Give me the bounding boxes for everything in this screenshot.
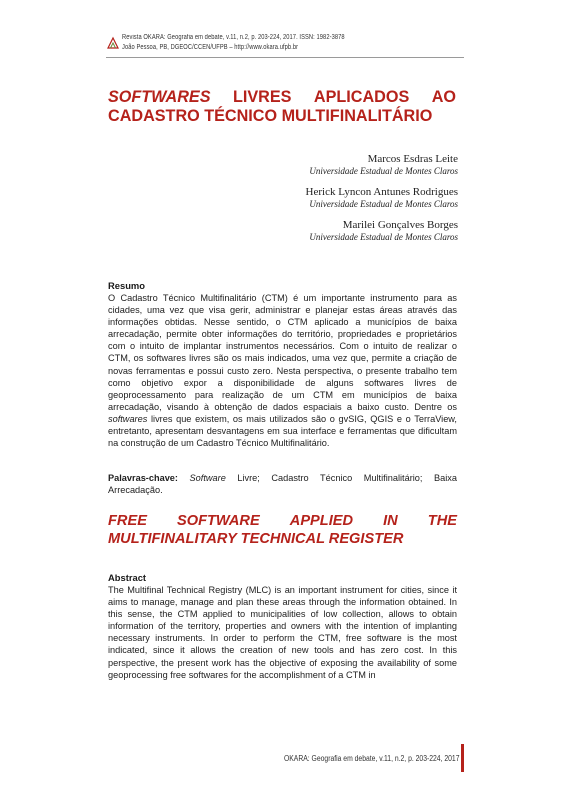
resumo-section (108, 280, 457, 449)
author-institution: Universidade Estadual de Montes Claros (309, 166, 458, 176)
title-en-word: APPLIED (289, 513, 354, 529)
author-list (306, 153, 458, 252)
journal-logo-icon (106, 36, 120, 50)
title-en-word: IN (383, 513, 398, 529)
abstract-text: The Multifinal Technical Registry (MLC) is an important instrument for cities, since it aims to manage, manage and plan these areas through the information obtained. In this sense, the CTM applied to municipalities of low collection, allows to obtain information of the territory, properties and owners with the intention of implanting necessary instruments. In order to perform the CTM, free software is the most indicated, since it allows the creation of new tools and has zero cost. In this perspective, the present work has the objective of exposing the availability of some geoprocessing free softwares for the accomplishment of a CTM in (108, 585, 457, 680)
title-word: SOFTWARES (108, 88, 211, 106)
page-footer: OKARA: Geografia em debate, v.11, n.2, p. 203-224, 2017 (283, 754, 459, 763)
title-en-word: THE (427, 513, 457, 529)
title-en-line-2: MULTIFINALITARY TECHNICAL REGISTER (108, 531, 404, 547)
author-institution: Universidade Estadual de Montes Claros (309, 199, 458, 209)
header-line-2: João Pessoa, PB, DGEOC/CCEN/UFPB – http://www.okara.ufpb.br (122, 44, 299, 51)
title-en-word: SOFTWARE (177, 513, 260, 529)
title-word: APLICADOS (313, 88, 410, 106)
author-name: Marilei Gonçalves Borges (342, 219, 458, 231)
resumo-text-italic: softwares (108, 413, 148, 424)
header-line-1: Revista OKARA: Geografia em debate, v.11, n.2, p. 203-224, 2017. ISSN: 1982-3878 (122, 34, 345, 41)
abstract-heading: Abstract (108, 572, 147, 583)
keywords (108, 472, 457, 496)
resumo-text-a: O Cadastro Técnico Multifinalitário (CTM) é um importante instrumento para as cidades, uma vez que visa gerir, administrar e planejar estas áreas através das informações obtidas. Nesse sentido, o CTM aplicado a municípios de baixa arrecadação, permite obter informações do território, propriedades e proprietários com o intuito de implantar instrumentos necessários. Com o intuito de realizar o CTM, os softwares livres são os mais indicados, uma vez que, permite a criação de novas ferramentas e possui custo zero. Nesta perspectiva, o presente trabalho tem como objetivo expor a disponibilidade de alguns softwares livres de geoprocessamento para realização de um CTM em municípios de baixa arrecadação, visando à obtenção de dados espaciais a baixo custo. Dentre os (108, 293, 457, 412)
title-en-word: FREE (108, 513, 147, 529)
title-word: AO (431, 88, 456, 106)
title-line-2: CADASTRO TÉCNICO MULTIFINALITÁRIO (108, 107, 433, 125)
author-name: Marcos Esdras Leite (367, 153, 458, 165)
author-institution: Universidade Estadual de Montes Claros (309, 232, 458, 242)
journal-header (122, 33, 345, 53)
keywords-rest: Livre; Cadastro Técnico Multifinalitário; Baixa Arrecadação. (108, 473, 457, 496)
resumo-heading: Resumo (108, 280, 145, 291)
title-word: LIVRES (232, 88, 292, 106)
author-block (306, 153, 458, 177)
resumo-text-b: livres que existem, os mais utilizados são o gvSIG, QGIS e o TerraView, entretanto, apresentam desvantagens em sua interface e ferramentas que dificultam na construção de um Cadastro Técnico Multifinalitário. (108, 413, 457, 449)
keywords-label: Palavras-chave: (108, 473, 178, 483)
header-divider (106, 57, 464, 58)
article-title-en (108, 512, 457, 548)
author-name: Herick Lyncon Antunes Rodrigues (305, 186, 458, 198)
author-block (306, 186, 458, 210)
keywords-italic: Software (189, 473, 226, 483)
resumo-text (108, 292, 457, 449)
abstract-section (108, 572, 457, 681)
author-block (306, 219, 458, 243)
footer-accent-bar (461, 744, 464, 772)
article-title-pt (108, 88, 456, 126)
